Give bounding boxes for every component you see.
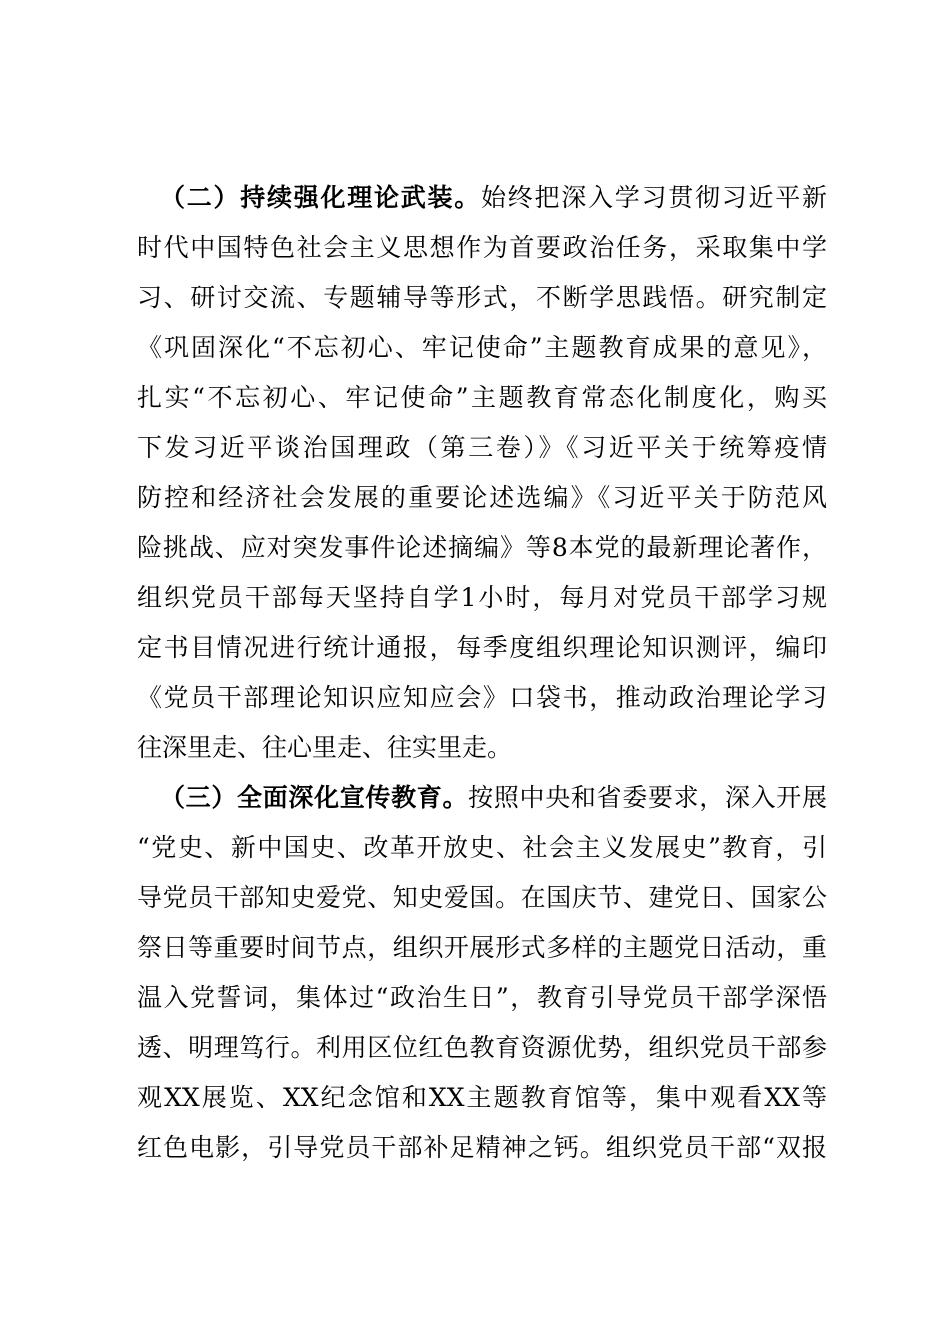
paragraph-line: 时代中国特色社会主义思想作为首要政治任务，采取集中学 (137, 233, 827, 262)
paragraph-line: 祭日等重要时间节点，组织开展形式多样的主题党日活动，重 (137, 933, 827, 962)
paragraph-line: 往深里走、往心里走、往实里走。 (137, 733, 513, 762)
paragraph-line: 《党员干部理论知识应知应会》口袋书，推动政治理论学习 (137, 683, 827, 712)
paragraph-line: 定书目情况进行统计通报，每季度组织理论知识测评，编印 (137, 633, 827, 662)
paragraph-line: “党史、新中国史、改革开放史、社会主义发展史”教育，引 (137, 833, 827, 862)
paragraph-line: 导党员干部知史爱党、知史爱国。在国庆节、建党日、国家公 (137, 883, 827, 912)
paragraph-line: 扎实“不忘初心、牢记使命”主题教育常态化制度化，购买 (137, 383, 827, 412)
paragraph-line: 险挑战、应对突发事件论述摘编》等8本党的最新理论著作， (137, 533, 827, 562)
paragraph-line: 观XX展览、XX纪念馆和XX主题教育馆等，集中观看XX等 (137, 1083, 827, 1112)
paragraph-line: 《巩固深化“不忘初心、牢记使命”主题教育成果的意见》， (137, 333, 827, 362)
line-text: 按照中央和省委要求，深入开展 (468, 783, 827, 812)
paragraph-line: 组织党员干部每天坚持自学1小时，每月对党员干部学习规 (137, 583, 827, 612)
section-heading: （二）持续强化理论武装。 (160, 183, 481, 212)
paragraph-line: 下发习近平谈治国理政（第三卷）》《习近平关于统筹疫情 (137, 433, 827, 462)
paragraph-line (160, 773, 827, 823)
paragraph-line: 防控和经济社会发展的重要论述选编》《习近平关于防范风 (137, 483, 827, 512)
paragraph-line: 红色电影，引导党员干部补足精神之钙。组织党员干部“双报 (137, 1133, 827, 1162)
paragraph-line: 透、明理笃行。利用区位红色教育资源优势，组织党员干部参 (137, 1033, 827, 1062)
line-text: 始终把深入学习贯彻习近平新 (481, 183, 827, 212)
paragraph-line (160, 173, 827, 223)
paragraph-line: 习、研讨交流、专题辅导等形式，不断学思践悟。研究制定 (137, 283, 827, 312)
paragraph-line: 温入党誓词，集体过“政治生日”，教育引导党员干部学深悟 (137, 983, 827, 1012)
section-heading: （三）全面深化宣传教育。 (160, 783, 469, 812)
